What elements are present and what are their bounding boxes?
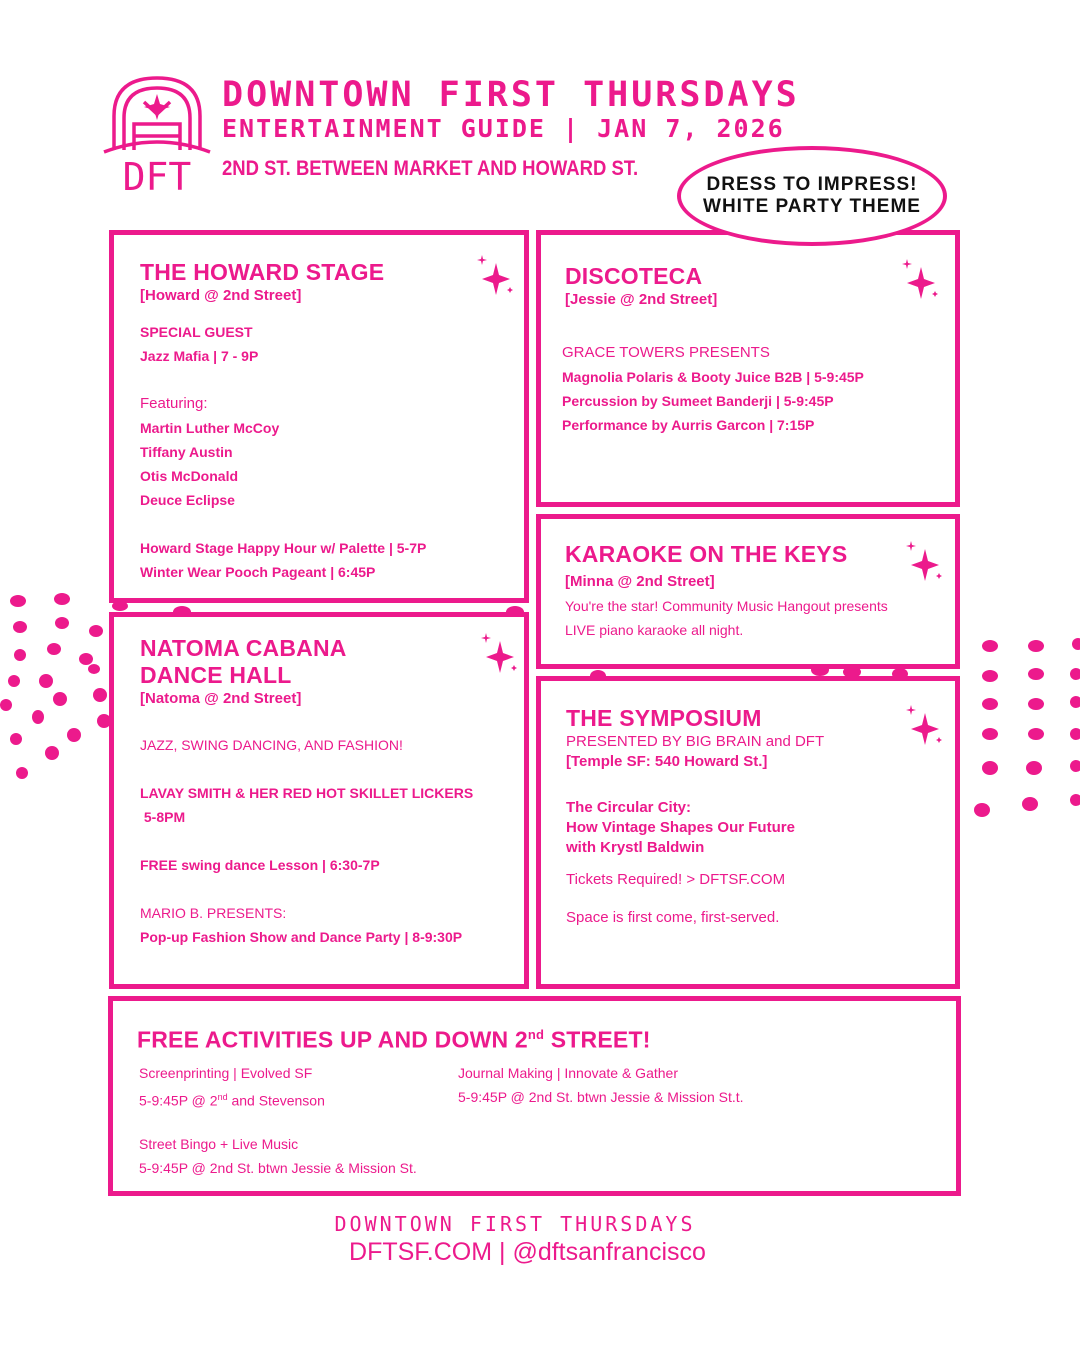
event-title: DOWNTOWN FIRST THURSDAYS [222, 75, 800, 115]
natoma-headliner: LAVAY SMITH & HER RED HOT SKILLET LICKERS [140, 785, 474, 801]
activity-bingo-time: 5-9:45P @ 2nd St. btwn Jessie & Mission St. [139, 1159, 417, 1176]
activity-screenprinting: Screenprinting | Evolved SF [139, 1065, 313, 1081]
discoteca-item: Percussion by Sumeet Banderji | 5-9:45P [562, 393, 834, 409]
symposium-talk-line2: How Vintage Shapes Our Future [566, 819, 795, 836]
discoteca-item: Performance by Aurris Garcon | 7:15P [562, 417, 815, 433]
dress-code-line2: WHITE PARTY THEME [703, 196, 921, 217]
symposium-presented-by: PRESENTED BY BIG BRAIN and DFT [566, 733, 825, 750]
footer-title: DOWNTOWN FIRST THURSDAYS [334, 1212, 696, 1236]
howard-featuring: Featuring: [140, 395, 208, 412]
karaoke-description-line1: You're the star! Community Music Hangout presents [565, 598, 888, 614]
footer-links[interactable]: DFTSF.COM | @dftsanfrancisco [349, 1238, 706, 1266]
karaoke-location: [Minna @ 2nd Street] [565, 573, 715, 590]
activity-screenprinting-time: 5-9:45P @ 2nd and Stevenson [139, 1092, 325, 1109]
performer-item: Martin Luther McCoy [140, 420, 280, 436]
natoma-lesson: FREE swing dance Lesson | 6:30-7P [140, 857, 380, 873]
svg-text:DFT: DFT [122, 155, 192, 194]
activity-journal-time: 5-9:45P @ 2nd St. btwn Jessie & Mission St.t. [458, 1089, 744, 1105]
howard-title: THE HOWARD STAGE [140, 259, 385, 285]
performer-item: Tiffany Austin [140, 444, 233, 460]
karaoke-title: KARAOKE ON THE KEYS [565, 541, 848, 567]
activity-bingo: Street Bingo + Live Music [139, 1135, 299, 1152]
sparkle-icon [899, 257, 939, 301]
symposium-box [536, 676, 960, 989]
howard-event-happy-hour: Howard Stage Happy Hour w/ Palette | 5-7P [140, 540, 427, 556]
natoma-box [109, 612, 529, 989]
howard-location: [Howard @ 2nd Street] [140, 287, 302, 304]
karaoke-description-line2: LIVE piano karaoke all night. [565, 622, 744, 638]
discoteca-item: Magnolia Polaris & Booty Juice B2B | 5-9:45P [562, 369, 864, 385]
natoma-headliner-time: 5-8PM [140, 809, 186, 825]
natoma-title-line2: DANCE HALL [140, 662, 292, 688]
howard-guest: Jazz Mafia | 7 - 9P [140, 348, 259, 364]
sparkle-icon [903, 539, 943, 583]
performer-item: Otis McDonald [140, 468, 239, 484]
discoteca-box [536, 230, 960, 507]
event-subtitle: ENTERTAINMENT GUIDE | JAN 7, 2026 [222, 114, 785, 143]
natoma-location: [Natoma @ 2nd Street] [140, 690, 302, 707]
howard-event-pageant: Winter Wear Pooch Pageant | 6:45P [140, 564, 376, 580]
natoma-fashion-show: Pop-up Fashion Show and Dance Party | 8-9:30P [140, 929, 463, 945]
discoteca-title: DISCOTECA [565, 263, 703, 289]
symposium-location: [Temple SF: 540 Howard St.] [566, 753, 768, 770]
natoma-presents: MARIO B. PRESENTS: [140, 905, 287, 921]
free-activities-title: FREE ACTIVITIES UP AND DOWN 2nd STREET! [137, 1026, 651, 1053]
discoteca-presents: GRACE TOWERS PRESENTS [562, 344, 770, 361]
activity-journal: Journal Making | Innovate & Gather [458, 1065, 678, 1081]
symposium-space-note: Space is first come, first-served. [566, 909, 780, 926]
symposium-talk-line3: with Krystl Baldwin [566, 839, 705, 856]
natoma-title-line1: NATOMA CABANA [140, 635, 347, 661]
dot-pattern-right [960, 632, 1080, 822]
discoteca-location: [Jessie @ 2nd Street] [565, 291, 718, 308]
sparkle-icon [474, 253, 514, 297]
howard-guest-label: SPECIAL GUEST [140, 324, 253, 340]
dress-code-badge [677, 146, 947, 246]
sparkle-icon [478, 631, 518, 675]
natoma-tagline: JAZZ, SWING DANCING, AND FASHION! [140, 737, 403, 753]
performer-item: Deuce Eclipse [140, 492, 235, 508]
sparkle-icon [903, 703, 943, 747]
dft-logo [100, 72, 215, 194]
symposium-tickets: Tickets Required! > DFTSF.COM [566, 871, 786, 888]
dress-code-line1: DRESS TO IMPRESS! [706, 174, 918, 195]
howard-stage-box [109, 230, 529, 603]
karaoke-box [536, 514, 960, 669]
symposium-talk-line1: The Circular City: [566, 799, 692, 816]
free-activities-box [108, 996, 961, 1196]
event-location: 2ND ST. BETWEEN MARKET AND HOWARD ST. [222, 157, 639, 180]
symposium-title: THE SYMPOSIUM [566, 705, 762, 731]
